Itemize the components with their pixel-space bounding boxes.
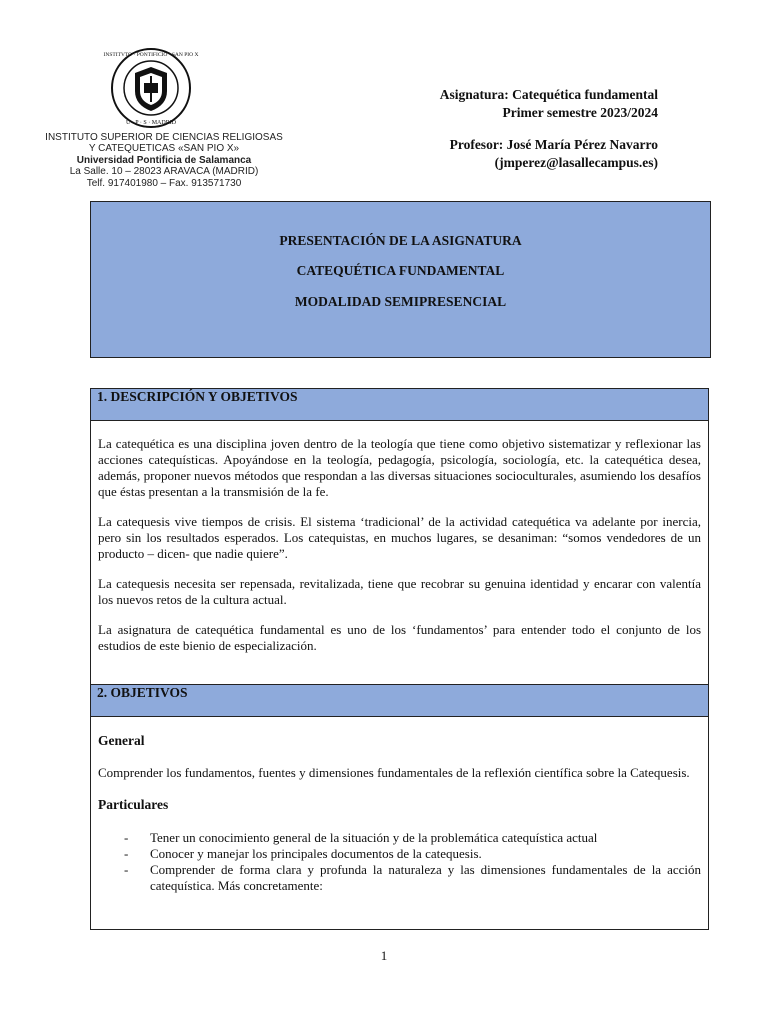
paragraph: La catequesis necesita ser repensada, revitalizada, tiene que recobrar su genuina identidad y encarar con valentía los nuevos retos de la cultura actual.	[98, 576, 701, 607]
svg-text:U · P · S · MADRID: U · P · S · MADRID	[125, 120, 177, 126]
title-line-2: CATEQUÉTICA FUNDAMENTAL	[296, 263, 505, 278]
svg-text:INSTITVTO · PONTIFICIO · SAN P: INSTITVTO · PONTIFICIO · SAN PIO X	[103, 52, 199, 58]
general-label: General	[98, 733, 145, 748]
paragraph: La catequética es una disciplina joven dentro de la teología que tiene como objetivo sistematizar y reflexionar las acciones catequísticas. Apoyándose en la teología, pedagogía, psicología, sociología, etc. la catequética desea, además, proponer nuevos métodos que respondan a las diversas situaciones socioculturales, asumiendo los desafíos que éstas presentan a la transmisión de la fe.	[98, 436, 701, 499]
course-name: Asignatura: Catequética fundamental	[439, 87, 658, 102]
institute-address: La Salle. 10 – 28023 ARAVACA (MADRID)	[69, 166, 259, 178]
title-line-1: PRESENTACIÓN DE LA ASIGNATURA	[279, 233, 522, 248]
title-line-3: MODALIDAD SEMIPRESENCIAL	[294, 294, 507, 309]
section-heading: 2. OBJETIVOS	[91, 685, 708, 717]
institute-seal-logo	[103, 47, 199, 129]
objectives-list	[98, 830, 701, 894]
institute-line-1: INSTITUTO SUPERIOR DE CIENCIAS RELIGIOSAS	[45, 132, 283, 143]
list-item: - Comprender de forma clara y profunda la naturaleza y las dimensiones fundamentales de la acción catequística. Más concretamente:	[124, 862, 701, 894]
paragraph: La asignatura de catequética fundamental es uno de los ‘fundamentos’ para entender todo el conjunto de los estudios de este bienio de especialización.	[98, 622, 701, 653]
institute-phone: Telf. 917401980 – Fax. 913571730	[86, 177, 242, 189]
semester: Primer semestre 2023/2024	[502, 104, 658, 120]
course-header	[440, 86, 658, 171]
paragraph: La catequesis vive tiempos de crisis. El sistema ‘tradicional’ de la actividad catequética va adelante por inercia, pero sin los resultados esperados. Los catequistas, en muchos lugares, se desaniman: “somos vendedores de un producto – dicen- que nadie quiere”.	[98, 514, 701, 561]
section-heading: 1. DESCRIPCIÓN Y OBJETIVOS	[91, 389, 708, 421]
section-objectives	[90, 684, 709, 930]
page-number: 1	[380, 948, 388, 963]
general-text: Comprender los fundamentos, fuentes y dimensiones fundamentales de la reflexión científica sobre la Catequesis.	[98, 765, 690, 780]
institute-university: Universidad Pontificia de Salamanca	[76, 154, 252, 166]
list-item: - Conocer y manejar los principales documentos de la catequesis.	[124, 846, 701, 862]
particular-label: Particulares	[98, 797, 169, 812]
title-box	[90, 201, 711, 358]
institute-line-2: Y CATEQUETICAS «SAN PIO X»	[88, 143, 240, 155]
professor-email: (jmperez@lasallecampus.es)	[494, 154, 658, 170]
professor: Profesor: José María Pérez Navarro	[449, 137, 658, 152]
institute-info	[30, 132, 298, 189]
section-description	[90, 388, 709, 685]
list-item: - Tener un conocimiento general de la situación y de la problemática catequística actual	[124, 830, 701, 846]
